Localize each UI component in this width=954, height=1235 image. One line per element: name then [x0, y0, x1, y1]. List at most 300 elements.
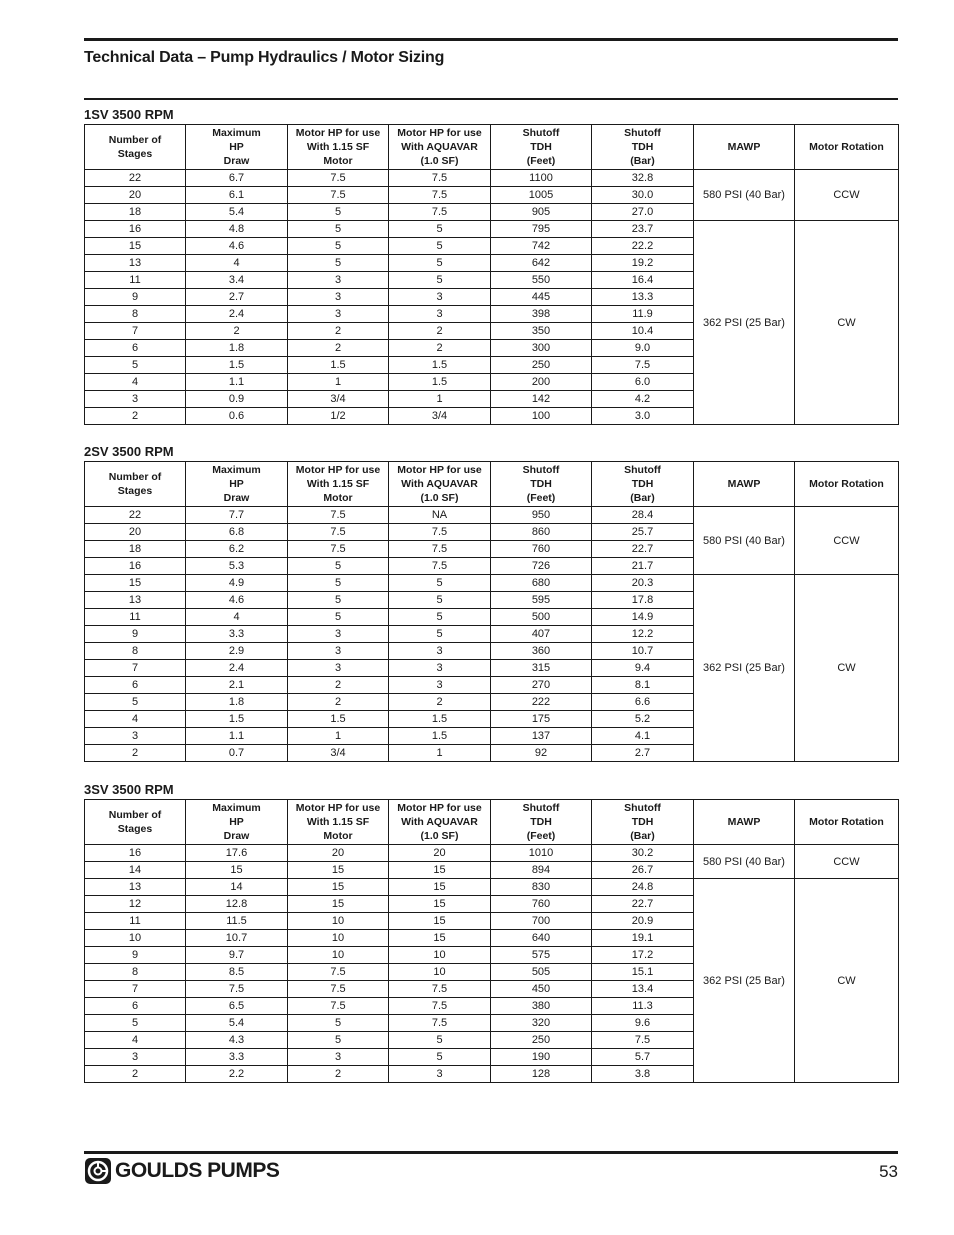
cell-stages: 11: [85, 609, 186, 626]
cell-shutoff-tdh-bar: 7.5: [592, 357, 694, 374]
cell-motor-hp-aquavar: 3/4: [389, 408, 491, 425]
column-header-shutoff-tdh-feet: Shutoff TDH (Feet): [491, 125, 592, 170]
cell-motor-hp-115sf: 7.5: [288, 170, 389, 187]
pump-table-2sv: [84, 461, 899, 762]
cell-motor-hp-aquavar: 20: [389, 845, 491, 862]
cell-shutoff-tdh-bar: 15.1: [592, 964, 694, 981]
cell-shutoff-tdh-bar: 5.7: [592, 1049, 694, 1066]
cell-max-hp-draw: 12.8: [186, 896, 288, 913]
cell-stages: 15: [85, 575, 186, 592]
cell-shutoff-tdh-feet: 380: [491, 998, 592, 1015]
cell-shutoff-tdh-feet: 407: [491, 626, 592, 643]
table-row: [85, 845, 899, 862]
cell-max-hp-draw: 5.4: [186, 204, 288, 221]
cell-shutoff-tdh-feet: 642: [491, 255, 592, 272]
column-header-mawp: MAWP: [694, 462, 795, 507]
cell-max-hp-draw: 6.8: [186, 524, 288, 541]
cell-max-hp-draw: 4.6: [186, 592, 288, 609]
cell-shutoff-tdh-bar: 7.5: [592, 1032, 694, 1049]
cell-shutoff-tdh-bar: 4.2: [592, 391, 694, 408]
cell-motor-hp-115sf: 3/4: [288, 391, 389, 408]
column-header-shutoff-tdh-bar: Shutoff TDH (Bar): [592, 800, 694, 845]
cell-shutoff-tdh-feet: 200: [491, 374, 592, 391]
section-title: 3SV 3500 RPM: [84, 782, 174, 797]
cell-stages: 8: [85, 643, 186, 660]
cell-max-hp-draw: 1.5: [186, 357, 288, 374]
title-rule: [84, 98, 898, 100]
cell-motor-hp-115sf: 5: [288, 558, 389, 575]
cell-shutoff-tdh-bar: 9.6: [592, 1015, 694, 1032]
cell-shutoff-tdh-feet: 575: [491, 947, 592, 964]
cell-max-hp-draw: 5.3: [186, 558, 288, 575]
cell-mawp: 580 PSI (40 Bar): [694, 170, 795, 221]
cell-motor-hp-aquavar: 3: [389, 289, 491, 306]
cell-stages: 16: [85, 221, 186, 238]
cell-motor-hp-aquavar: 5: [389, 238, 491, 255]
cell-shutoff-tdh-feet: 700: [491, 913, 592, 930]
cell-motor-hp-115sf: 3: [288, 289, 389, 306]
cell-max-hp-draw: 5.4: [186, 1015, 288, 1032]
cell-motor-hp-115sf: 5: [288, 592, 389, 609]
cell-motor-hp-aquavar: 15: [389, 913, 491, 930]
cell-shutoff-tdh-feet: 726: [491, 558, 592, 575]
cell-stages: 13: [85, 879, 186, 896]
cell-max-hp-draw: 2.2: [186, 1066, 288, 1083]
cell-stages: 22: [85, 170, 186, 187]
cell-motor-hp-115sf: 3: [288, 626, 389, 643]
cell-motor-hp-115sf: 3: [288, 272, 389, 289]
cell-motor-hp-115sf: 15: [288, 896, 389, 913]
cell-shutoff-tdh-feet: 250: [491, 1032, 592, 1049]
cell-shutoff-tdh-bar: 3.0: [592, 408, 694, 425]
cell-shutoff-tdh-feet: 175: [491, 711, 592, 728]
cell-stages: 2: [85, 408, 186, 425]
header-row: [85, 800, 899, 845]
cell-shutoff-tdh-bar: 9.0: [592, 340, 694, 357]
section-title: 1SV 3500 RPM: [84, 107, 174, 122]
cell-shutoff-tdh-bar: 26.7: [592, 862, 694, 879]
cell-shutoff-tdh-feet: 500: [491, 609, 592, 626]
cell-stages: 6: [85, 998, 186, 1015]
page-title: Technical Data – Pump Hydraulics / Motor Sizing: [84, 49, 445, 66]
cell-mawp: 362 PSI (25 Bar): [694, 221, 795, 425]
goulds-logo-icon: [84, 1157, 112, 1185]
column-header-motor-hp-aquavar: Motor HP for use With AQUAVAR (1.0 SF): [389, 125, 491, 170]
cell-shutoff-tdh-feet: 128: [491, 1066, 592, 1083]
cell-stages: 4: [85, 1032, 186, 1049]
cell-stages: 2: [85, 745, 186, 762]
cell-shutoff-tdh-feet: 222: [491, 694, 592, 711]
cell-shutoff-tdh-bar: 30.0: [592, 187, 694, 204]
cell-max-hp-draw: 4.8: [186, 221, 288, 238]
cell-motor-hp-aquavar: NA: [389, 507, 491, 524]
column-header-stages: Number of Stages: [85, 800, 186, 845]
cell-motor-hp-aquavar: 3: [389, 306, 491, 323]
cell-max-hp-draw: 6.5: [186, 998, 288, 1015]
cell-motor-hp-aquavar: 1.5: [389, 711, 491, 728]
cell-stages: 3: [85, 1049, 186, 1066]
cell-shutoff-tdh-bar: 6.6: [592, 694, 694, 711]
cell-stages: 6: [85, 677, 186, 694]
cell-stages: 18: [85, 204, 186, 221]
cell-mawp: 362 PSI (25 Bar): [694, 575, 795, 762]
cell-motor-hp-115sf: 10: [288, 913, 389, 930]
cell-max-hp-draw: 8.5: [186, 964, 288, 981]
cell-motor-hp-aquavar: 10: [389, 947, 491, 964]
cell-max-hp-draw: 0.9: [186, 391, 288, 408]
cell-motor-hp-aquavar: 2: [389, 340, 491, 357]
cell-stages: 11: [85, 272, 186, 289]
cell-shutoff-tdh-feet: 300: [491, 340, 592, 357]
cell-stages: 5: [85, 1015, 186, 1032]
cell-shutoff-tdh-bar: 27.0: [592, 204, 694, 221]
cell-stages: 10: [85, 930, 186, 947]
cell-shutoff-tdh-bar: 5.2: [592, 711, 694, 728]
cell-motor-rotation: CW: [795, 221, 899, 425]
brand-logo: [84, 1157, 279, 1185]
cell-max-hp-draw: 15: [186, 862, 288, 879]
cell-motor-hp-aquavar: 5: [389, 575, 491, 592]
cell-motor-hp-115sf: 5: [288, 238, 389, 255]
brand-name: GOULDS PUMPS: [115, 1159, 280, 1182]
cell-motor-hp-aquavar: 7.5: [389, 187, 491, 204]
cell-stages: 2: [85, 1066, 186, 1083]
column-header-mawp: MAWP: [694, 125, 795, 170]
cell-shutoff-tdh-feet: 142: [491, 391, 592, 408]
cell-mawp: 580 PSI (40 Bar): [694, 507, 795, 575]
cell-shutoff-tdh-bar: 23.7: [592, 221, 694, 238]
cell-motor-hp-aquavar: 1: [389, 391, 491, 408]
cell-motor-hp-aquavar: 15: [389, 879, 491, 896]
cell-motor-hp-aquavar: 10: [389, 964, 491, 981]
column-header-shutoff-tdh-feet: Shutoff TDH (Feet): [491, 462, 592, 507]
cell-motor-hp-aquavar: 2: [389, 694, 491, 711]
cell-max-hp-draw: 17.6: [186, 845, 288, 862]
cell-motor-hp-115sf: 7.5: [288, 998, 389, 1015]
cell-motor-hp-115sf: 10: [288, 947, 389, 964]
cell-stages: 14: [85, 862, 186, 879]
cell-stages: 7: [85, 660, 186, 677]
cell-motor-hp-115sf: 20: [288, 845, 389, 862]
pump-table-1sv: [84, 124, 899, 425]
column-header-shutoff-tdh-bar: Shutoff TDH (Bar): [592, 462, 694, 507]
column-header-motor-rotation: Motor Rotation: [795, 462, 899, 507]
cell-motor-hp-115sf: 2: [288, 323, 389, 340]
cell-shutoff-tdh-bar: 9.4: [592, 660, 694, 677]
cell-shutoff-tdh-feet: 92: [491, 745, 592, 762]
cell-motor-hp-aquavar: 5: [389, 626, 491, 643]
cell-shutoff-tdh-bar: 28.4: [592, 507, 694, 524]
cell-motor-hp-aquavar: 15: [389, 896, 491, 913]
cell-motor-hp-aquavar: 5: [389, 1032, 491, 1049]
column-header-max-hp-draw: Maximum HP Draw: [186, 462, 288, 507]
cell-motor-hp-115sf: 7.5: [288, 187, 389, 204]
cell-max-hp-draw: 0.6: [186, 408, 288, 425]
cell-stages: 8: [85, 964, 186, 981]
cell-shutoff-tdh-bar: 13.3: [592, 289, 694, 306]
cell-shutoff-tdh-feet: 445: [491, 289, 592, 306]
cell-max-hp-draw: 2.1: [186, 677, 288, 694]
cell-motor-hp-115sf: 7.5: [288, 507, 389, 524]
cell-motor-hp-115sf: 3: [288, 643, 389, 660]
cell-motor-hp-115sf: 2: [288, 340, 389, 357]
cell-stages: 16: [85, 845, 186, 862]
cell-motor-hp-aquavar: 7.5: [389, 558, 491, 575]
cell-shutoff-tdh-feet: 250: [491, 357, 592, 374]
cell-max-hp-draw: 4.3: [186, 1032, 288, 1049]
header-row: [85, 125, 899, 170]
cell-motor-hp-aquavar: 1.5: [389, 357, 491, 374]
cell-shutoff-tdh-bar: 20.9: [592, 913, 694, 930]
column-header-shutoff-tdh-feet: Shutoff TDH (Feet): [491, 800, 592, 845]
cell-shutoff-tdh-feet: 830: [491, 879, 592, 896]
cell-stages: 7: [85, 323, 186, 340]
cell-stages: 5: [85, 357, 186, 374]
cell-shutoff-tdh-feet: 894: [491, 862, 592, 879]
cell-stages: 22: [85, 507, 186, 524]
cell-max-hp-draw: 4.6: [186, 238, 288, 255]
cell-shutoff-tdh-bar: 17.2: [592, 947, 694, 964]
cell-shutoff-tdh-feet: 360: [491, 643, 592, 660]
cell-shutoff-tdh-feet: 1005: [491, 187, 592, 204]
cell-motor-hp-aquavar: 5: [389, 609, 491, 626]
cell-motor-hp-115sf: 5: [288, 609, 389, 626]
column-header-mawp: MAWP: [694, 800, 795, 845]
cell-motor-hp-115sf: 3: [288, 1049, 389, 1066]
footer-rule: [84, 1151, 898, 1154]
column-header-stages: Number of Stages: [85, 462, 186, 507]
cell-stages: 3: [85, 391, 186, 408]
cell-shutoff-tdh-bar: 32.8: [592, 170, 694, 187]
cell-motor-hp-115sf: 5: [288, 221, 389, 238]
cell-shutoff-tdh-bar: 19.1: [592, 930, 694, 947]
cell-max-hp-draw: 1.5: [186, 711, 288, 728]
cell-motor-hp-aquavar: 1.5: [389, 374, 491, 391]
cell-shutoff-tdh-feet: 505: [491, 964, 592, 981]
cell-motor-rotation: CCW: [795, 170, 899, 221]
cell-shutoff-tdh-bar: 8.1: [592, 677, 694, 694]
cell-motor-hp-115sf: 1.5: [288, 711, 389, 728]
cell-max-hp-draw: 3.4: [186, 272, 288, 289]
cell-motor-hp-aquavar: 3: [389, 660, 491, 677]
cell-stages: 4: [85, 711, 186, 728]
cell-motor-hp-aquavar: 1.5: [389, 728, 491, 745]
cell-stages: 11: [85, 913, 186, 930]
cell-motor-hp-aquavar: 5: [389, 1049, 491, 1066]
cell-shutoff-tdh-bar: 17.8: [592, 592, 694, 609]
cell-motor-hp-aquavar: 7.5: [389, 204, 491, 221]
column-header-motor-hp-115sf: Motor HP for use With 1.15 SF Motor: [288, 462, 389, 507]
cell-max-hp-draw: 3.3: [186, 1049, 288, 1066]
cell-motor-hp-115sf: 7.5: [288, 541, 389, 558]
cell-shutoff-tdh-bar: 10.4: [592, 323, 694, 340]
cell-shutoff-tdh-feet: 1100: [491, 170, 592, 187]
cell-max-hp-draw: 4: [186, 609, 288, 626]
cell-stages: 5: [85, 694, 186, 711]
cell-motor-hp-aquavar: 7.5: [389, 1015, 491, 1032]
cell-stages: 8: [85, 306, 186, 323]
cell-motor-hp-115sf: 1/2: [288, 408, 389, 425]
cell-stages: 9: [85, 626, 186, 643]
cell-shutoff-tdh-bar: 22.7: [592, 896, 694, 913]
cell-max-hp-draw: 2.4: [186, 306, 288, 323]
cell-max-hp-draw: 9.7: [186, 947, 288, 964]
column-header-stages: Number of Stages: [85, 125, 186, 170]
table-row: [85, 221, 899, 238]
cell-shutoff-tdh-bar: 30.2: [592, 845, 694, 862]
cell-max-hp-draw: 10.7: [186, 930, 288, 947]
cell-motor-hp-aquavar: 1: [389, 745, 491, 762]
cell-stages: 3: [85, 728, 186, 745]
cell-shutoff-tdh-bar: 3.8: [592, 1066, 694, 1083]
cell-max-hp-draw: 1.1: [186, 374, 288, 391]
column-header-max-hp-draw: Maximum HP Draw: [186, 125, 288, 170]
cell-motor-hp-aquavar: 3: [389, 677, 491, 694]
cell-motor-hp-aquavar: 5: [389, 592, 491, 609]
header-row: [85, 462, 899, 507]
cell-shutoff-tdh-bar: 4.1: [592, 728, 694, 745]
section-3sv: [84, 780, 898, 1083]
cell-shutoff-tdh-feet: 100: [491, 408, 592, 425]
cell-motor-hp-115sf: 1: [288, 374, 389, 391]
cell-shutoff-tdh-bar: 22.7: [592, 541, 694, 558]
cell-shutoff-tdh-feet: 640: [491, 930, 592, 947]
cell-shutoff-tdh-feet: 680: [491, 575, 592, 592]
cell-shutoff-tdh-feet: 795: [491, 221, 592, 238]
pump-table-3sv: [84, 799, 899, 1083]
cell-shutoff-tdh-feet: 595: [491, 592, 592, 609]
cell-max-hp-draw: 2.9: [186, 643, 288, 660]
cell-motor-hp-115sf: 2: [288, 677, 389, 694]
cell-shutoff-tdh-feet: 398: [491, 306, 592, 323]
column-header-max-hp-draw: Maximum HP Draw: [186, 800, 288, 845]
cell-max-hp-draw: 4.9: [186, 575, 288, 592]
table-row: [85, 170, 899, 187]
cell-shutoff-tdh-feet: 450: [491, 981, 592, 998]
section-2sv: [84, 442, 898, 762]
column-header-shutoff-tdh-bar: Shutoff TDH (Bar): [592, 125, 694, 170]
cell-shutoff-tdh-feet: 550: [491, 272, 592, 289]
column-header-motor-rotation: Motor Rotation: [795, 800, 899, 845]
cell-motor-hp-115sf: 3: [288, 660, 389, 677]
table-row: [85, 575, 899, 592]
cell-max-hp-draw: 2.7: [186, 289, 288, 306]
cell-motor-rotation: CW: [795, 575, 899, 762]
cell-motor-hp-115sf: 7.5: [288, 981, 389, 998]
cell-motor-rotation: CCW: [795, 845, 899, 879]
cell-max-hp-draw: 1.8: [186, 340, 288, 357]
cell-max-hp-draw: 7.7: [186, 507, 288, 524]
cell-shutoff-tdh-feet: 190: [491, 1049, 592, 1066]
cell-stages: 16: [85, 558, 186, 575]
cell-motor-hp-aquavar: 2: [389, 323, 491, 340]
cell-max-hp-draw: 6.7: [186, 170, 288, 187]
cell-motor-hp-aquavar: 15: [389, 862, 491, 879]
cell-motor-hp-aquavar: 7.5: [389, 524, 491, 541]
cell-shutoff-tdh-bar: 6.0: [592, 374, 694, 391]
cell-shutoff-tdh-bar: 19.2: [592, 255, 694, 272]
cell-motor-hp-115sf: 7.5: [288, 964, 389, 981]
cell-stages: 18: [85, 541, 186, 558]
cell-stages: 9: [85, 947, 186, 964]
cell-max-hp-draw: 0.7: [186, 745, 288, 762]
cell-motor-hp-aquavar: 5: [389, 272, 491, 289]
cell-max-hp-draw: 6.1: [186, 187, 288, 204]
cell-shutoff-tdh-bar: 11.9: [592, 306, 694, 323]
cell-motor-hp-aquavar: 7.5: [389, 170, 491, 187]
cell-shutoff-tdh-bar: 24.8: [592, 879, 694, 896]
cell-stages: 6: [85, 340, 186, 357]
cell-max-hp-draw: 14: [186, 879, 288, 896]
cell-motor-hp-aquavar: 15: [389, 930, 491, 947]
cell-shutoff-tdh-bar: 20.3: [592, 575, 694, 592]
cell-motor-hp-115sf: 5: [288, 204, 389, 221]
section-1sv: [84, 105, 898, 425]
cell-max-hp-draw: 7.5: [186, 981, 288, 998]
cell-motor-hp-aquavar: 7.5: [389, 541, 491, 558]
cell-stages: 12: [85, 896, 186, 913]
cell-motor-hp-aquavar: 5: [389, 221, 491, 238]
cell-motor-rotation: CW: [795, 879, 899, 1083]
cell-shutoff-tdh-feet: 742: [491, 238, 592, 255]
cell-max-hp-draw: 11.5: [186, 913, 288, 930]
cell-shutoff-tdh-bar: 14.9: [592, 609, 694, 626]
cell-shutoff-tdh-feet: 137: [491, 728, 592, 745]
cell-shutoff-tdh-feet: 760: [491, 896, 592, 913]
cell-motor-hp-115sf: 7.5: [288, 524, 389, 541]
cell-stages: 7: [85, 981, 186, 998]
cell-motor-hp-115sf: 15: [288, 862, 389, 879]
cell-shutoff-tdh-bar: 22.2: [592, 238, 694, 255]
cell-shutoff-tdh-feet: 905: [491, 204, 592, 221]
cell-motor-rotation: CCW: [795, 507, 899, 575]
column-header-motor-hp-115sf: Motor HP for use With 1.15 SF Motor: [288, 800, 389, 845]
cell-motor-hp-115sf: 3/4: [288, 745, 389, 762]
column-header-motor-hp-aquavar: Motor HP for use With AQUAVAR (1.0 SF): [389, 800, 491, 845]
cell-motor-hp-115sf: 1.5: [288, 357, 389, 374]
cell-shutoff-tdh-bar: 10.7: [592, 643, 694, 660]
cell-mawp: 362 PSI (25 Bar): [694, 879, 795, 1083]
cell-max-hp-draw: 4: [186, 255, 288, 272]
cell-stages: 20: [85, 524, 186, 541]
cell-shutoff-tdh-bar: 25.7: [592, 524, 694, 541]
cell-stages: 9: [85, 289, 186, 306]
table-row: [85, 507, 899, 524]
cell-max-hp-draw: 2: [186, 323, 288, 340]
cell-motor-hp-115sf: 2: [288, 1066, 389, 1083]
cell-motor-hp-115sf: 5: [288, 255, 389, 272]
cell-stages: 13: [85, 255, 186, 272]
cell-mawp: 580 PSI (40 Bar): [694, 845, 795, 879]
column-header-motor-rotation: Motor Rotation: [795, 125, 899, 170]
cell-shutoff-tdh-feet: 860: [491, 524, 592, 541]
cell-shutoff-tdh-bar: 21.7: [592, 558, 694, 575]
cell-stages: 15: [85, 238, 186, 255]
column-header-motor-hp-115sf: Motor HP for use With 1.15 SF Motor: [288, 125, 389, 170]
top-rule: [84, 38, 898, 41]
cell-shutoff-tdh-bar: 2.7: [592, 745, 694, 762]
cell-motor-hp-aquavar: 5: [389, 255, 491, 272]
cell-stages: 20: [85, 187, 186, 204]
cell-shutoff-tdh-bar: 16.4: [592, 272, 694, 289]
cell-motor-hp-115sf: 5: [288, 575, 389, 592]
cell-motor-hp-115sf: 5: [288, 1015, 389, 1032]
cell-shutoff-tdh-feet: 320: [491, 1015, 592, 1032]
column-header-motor-hp-aquavar: Motor HP for use With AQUAVAR (1.0 SF): [389, 462, 491, 507]
cell-max-hp-draw: 6.2: [186, 541, 288, 558]
cell-shutoff-tdh-bar: 12.2: [592, 626, 694, 643]
cell-shutoff-tdh-bar: 11.3: [592, 998, 694, 1015]
